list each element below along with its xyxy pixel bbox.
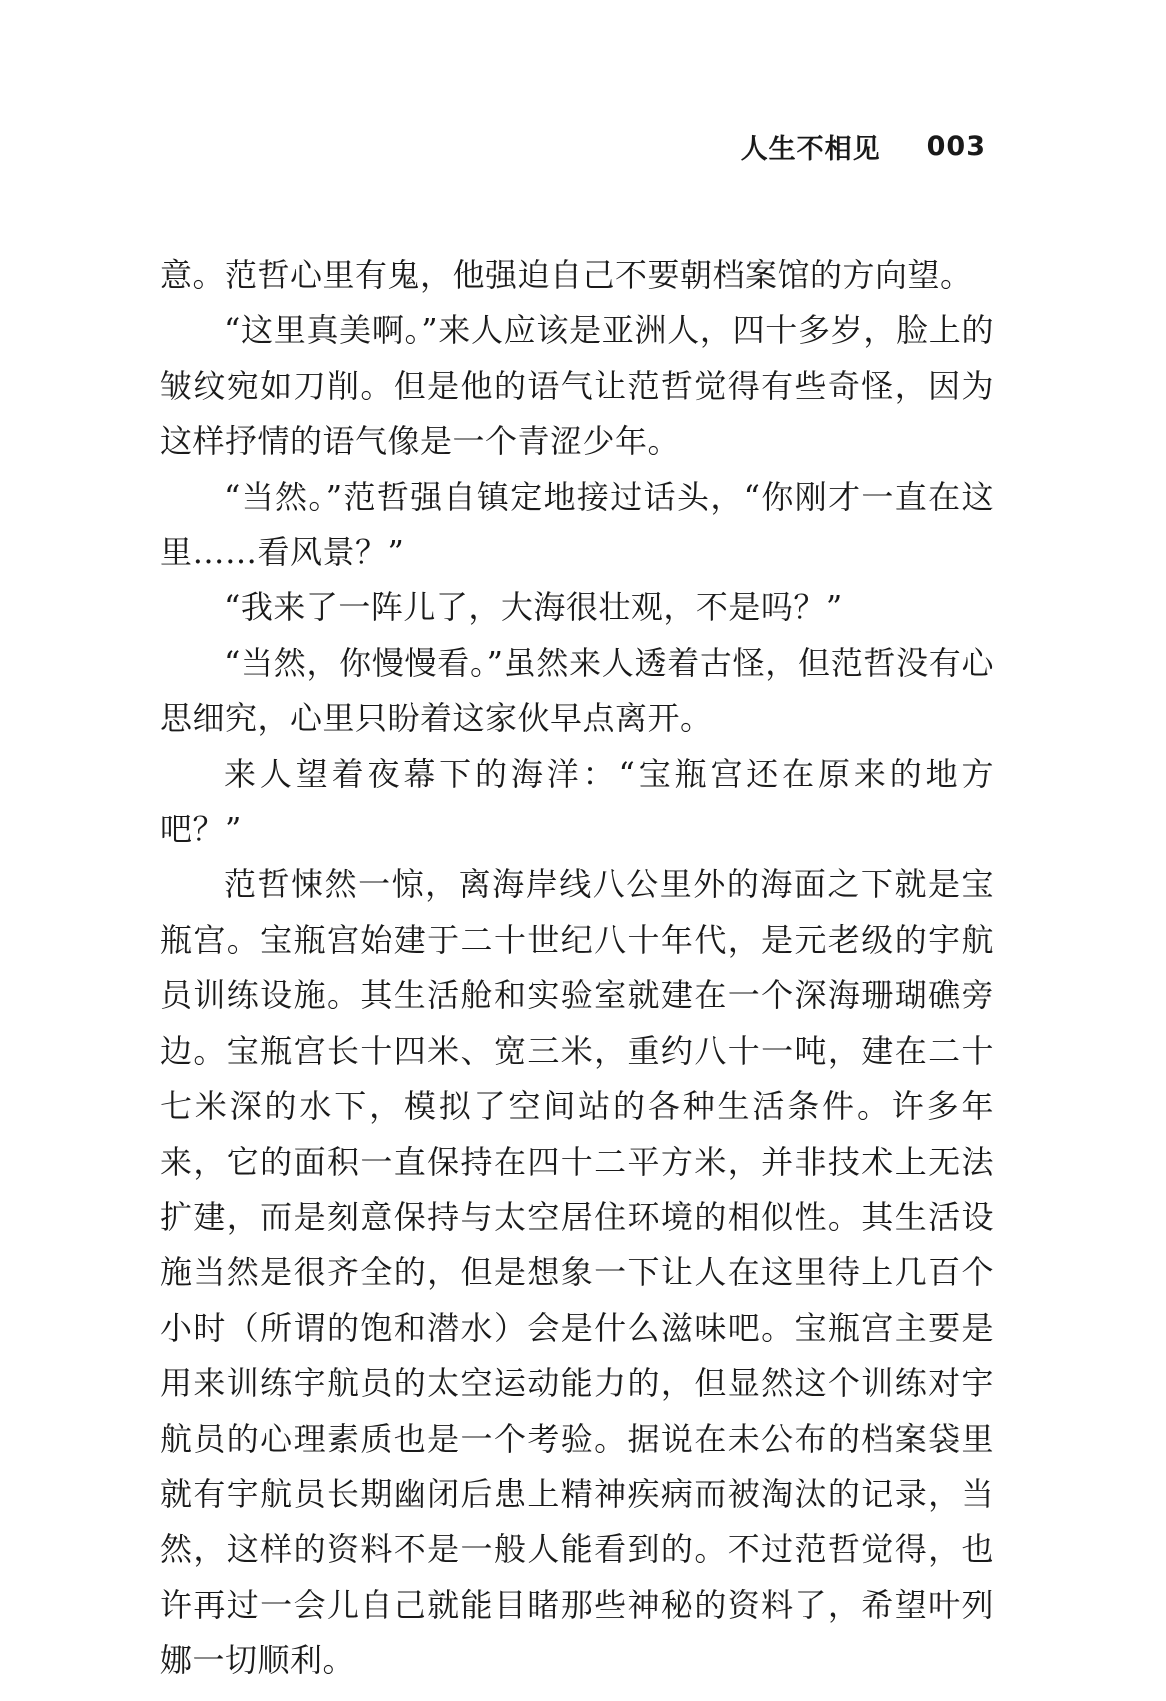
paragraph-continued: 意。范哲心里有鬼，他强迫自己不要朝档案馆的方向望。	[160, 256, 973, 294]
body-text	[160, 248, 994, 1689]
page-number: 003	[926, 130, 986, 162]
paragraph: “这里真美啊。”来人应该是亚洲人，四十多岁，脸上的皱纹宛如刀削。但是他的语气让范哲觉得有些奇怪，因为这样抒情的语气像是一个青涩少年。	[160, 311, 994, 461]
paragraph: “当然，你慢慢看。”虽然来人透着古怪，但范哲没有心思细究，心里只盼着这家伙早点离开。	[160, 643, 994, 738]
chapter-title: 人生不相见	[740, 133, 881, 165]
paragraph: “我来了一阵儿了，大海很壮观，不是吗？”	[224, 588, 843, 627]
paragraph: “当然。”范哲强自镇定地接过话头，“你刚才一直在这里……看风景？”	[160, 477, 994, 572]
running-header	[741, 122, 986, 170]
paragraph: 来人望着夜幕下的海洋：“宝瓶宫还在原来的地方吧？”	[160, 754, 994, 849]
paragraph: 范哲悚然一惊，离海岸线八公里外的海面之下就是宝瓶宫。宝瓶宫始建于二十世纪八十年代，是元老级的宇航员训练设施。其生活舱和实验室就建在一个深海珊瑚礁旁边。宝瓶宫长十四米、宽三米，重约八十一吨，建在二十七米深的水下，模拟了空间站的各种生活条件。许多年来，它的面积一直保持在四十二平方米，并非技术上无法扩建，而是刻意保持与太空居住环境的相似性。其生活设施当然是很齐全的，但是想象一下让人在这里待上几百个小时（所谓的饱和潜水）会是什么滋味吧。宝瓶宫主要是用来训练宇航员的太空运动能力的，但显然这个训练对宇航员的心理素质也是一个考验。据说在未公布的档案袋里就有宇航员长期幽闭后患上精神疾病而被淘汰的记录，当然，这样的资料不是一般人能看到的。不过范哲觉得，也许再过一会儿自己就能目睹那些神秘的资料了，希望叶列娜一切顺利。	[160, 865, 994, 1680]
